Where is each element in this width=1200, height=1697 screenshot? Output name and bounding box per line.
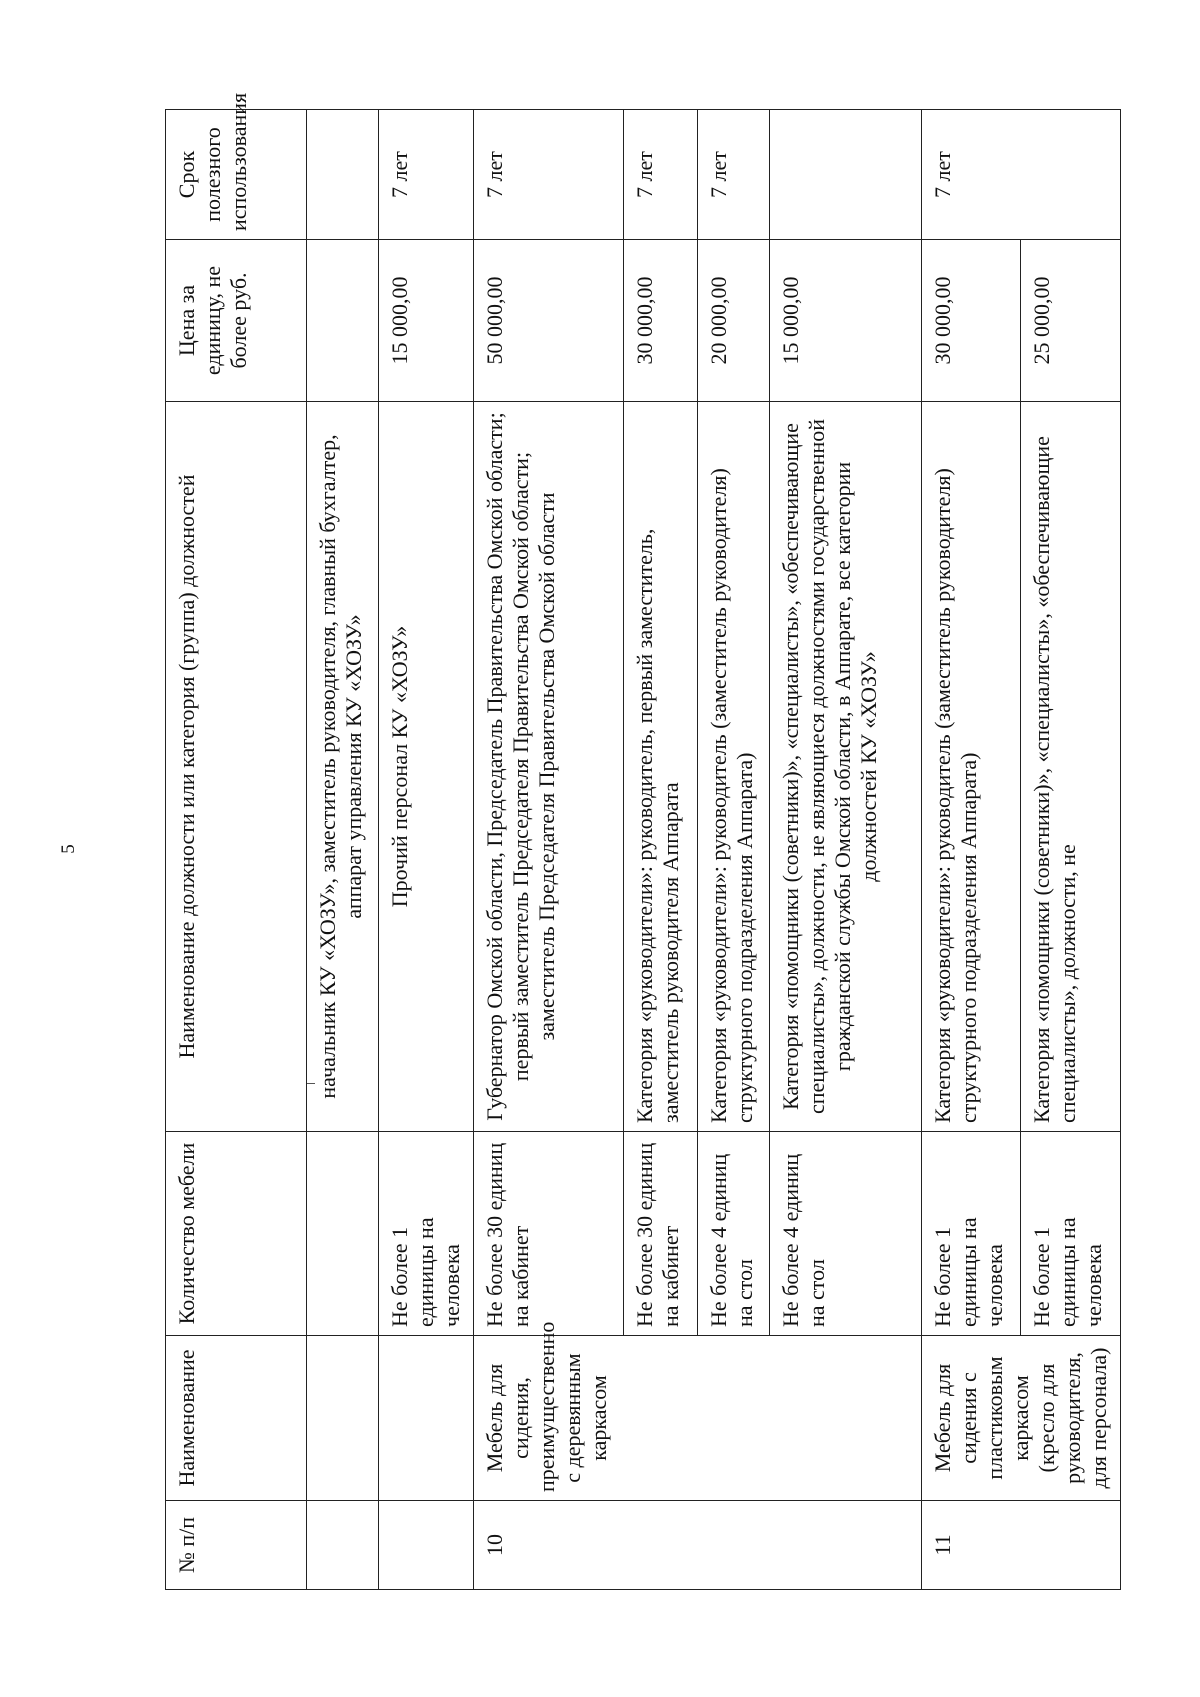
cell-name <box>307 1336 379 1501</box>
cell-price: 20 000,00 <box>697 240 769 402</box>
cell-term <box>769 110 921 240</box>
cell-name: Мебель для сидения с пластиковым каркасом (кресло для руководителя, для персонала) <box>921 1336 1120 1501</box>
cell-qty: Не более 1 единицы на человека <box>379 1132 474 1336</box>
cell-qty: Не более 4 единиц на стол <box>769 1132 921 1336</box>
header-price: Цена за единицу, не более руб. <box>166 240 307 402</box>
header-name: Наименование <box>166 1336 307 1501</box>
table-row <box>379 110 474 1590</box>
cell-term: 7 лет <box>473 110 623 240</box>
header-position: Наименование должности или категория (группа) должностей <box>166 402 307 1132</box>
cell-no: 10 <box>473 1501 921 1590</box>
header-qty: Количество мебели <box>166 1132 307 1336</box>
cell-qty: Не более 30 единиц на кабинет <box>623 1132 697 1336</box>
cell-term: 7 лет <box>379 110 474 240</box>
cell-qty: Не более 30 единиц на кабинет <box>473 1132 623 1336</box>
cell-position: Категория «руководители»: руководитель (заместитель руководителя) структурного подразделения Аппарата) <box>697 402 769 1132</box>
cell-position: Категория «помощники (советники)», «специалисты», «обеспечивающие специалисты», должности, не являющиеся должностями государственной гражданской службы Омской области, в Аппарате, все категории должностей КУ «ХОЗУ» <box>769 402 921 1132</box>
cell-qty: Не более 4 единиц на стол <box>697 1132 769 1336</box>
cell-term: 7 лет <box>921 110 1120 240</box>
cell-price: 15 000,00 <box>379 240 474 402</box>
cell-qty: Не более 1 единицы на человека <box>921 1132 1020 1336</box>
rotated-page-content <box>165 92 1111 1590</box>
cell-price <box>307 240 379 402</box>
cell-price: 30 000,00 <box>623 240 697 402</box>
cell-name <box>379 1336 474 1501</box>
cell-position: Категория «руководители»: руководитель, первый заместитель, заместитель руководителя Аппарата <box>623 402 697 1132</box>
cell-position: Губернатор Омской области, Председатель Правительства Омской области; первый заместитель Председателя Правительства Омской области; заместитель Председателя Правительства Омской области <box>473 402 623 1132</box>
cell-price: 30 000,00 <box>921 240 1020 402</box>
cell-position: Категория «помощники (советники)», «специалисты», «обеспечивающие специалисты», должности, не <box>1021 402 1120 1132</box>
table-row <box>921 110 1020 1590</box>
cell-term: 7 лет <box>623 110 697 240</box>
furniture-norms-table <box>165 92 1121 1590</box>
cell-no <box>379 1501 474 1590</box>
table-header-row <box>166 110 307 1590</box>
table-row <box>473 110 623 1590</box>
cell-qty <box>307 1132 379 1336</box>
cell-no <box>307 1501 379 1590</box>
cell-name: Мебель для сидения, преимущественно с деревянным каркасом <box>473 1336 921 1501</box>
cell-position: Категория «руководители»: руководитель (заместитель руководителя) структурного подразделения Аппарата) <box>921 402 1020 1132</box>
cell-no: 11 <box>921 1501 1120 1590</box>
header-no: № п/п <box>166 1501 307 1590</box>
cell-position: начальник КУ «ХОЗУ», заместитель руководителя, главный бухгалтер, аппарат управления КУ «ХОЗУ» <box>307 402 379 1132</box>
header-term: Срок полезного использования <box>166 110 307 240</box>
page-number: 5 <box>57 844 79 854</box>
cell-price: 25 000,00 <box>1021 240 1120 402</box>
cell-position: Прочий персонал КУ «ХОЗУ» <box>379 402 474 1132</box>
cell-qty: Не более 1 единицы на человека <box>1021 1132 1120 1336</box>
cell-price: 50 000,00 <box>473 240 623 402</box>
cell-term: 7 лет <box>697 110 769 240</box>
table-row <box>307 110 379 1590</box>
cell-price: 15 000,00 <box>769 240 921 402</box>
cell-term <box>307 110 379 240</box>
